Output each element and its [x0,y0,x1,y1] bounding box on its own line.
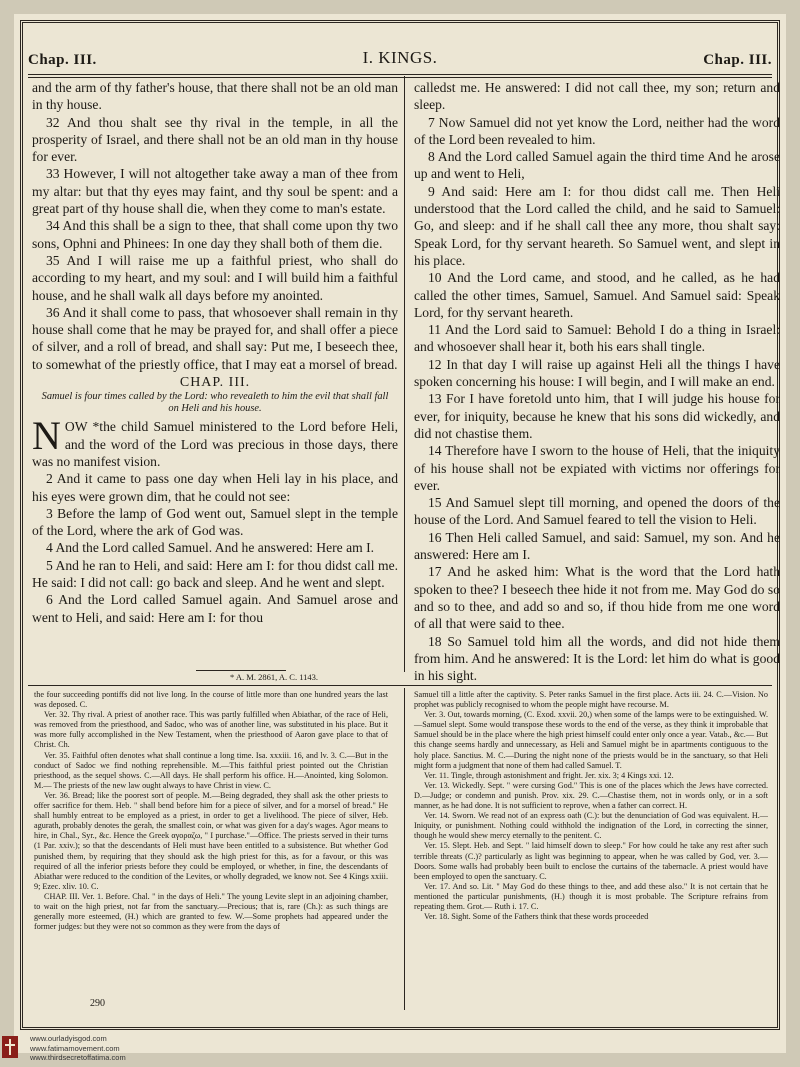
text-column-right [414,79,780,684]
verse: 8 And the Lord called Samuel again the third time And he arose up and went to Heli, [414,149,780,182]
verse: 17 And he asked him: What is the word that the Lord hath spoken to thee? I beseech thee hide it not from me. May God do so and so to thee, and add so and so, if thou hide from me one word of all that were said to thee. [414,564,780,632]
verse: 5 And he ran to Heli, and said: Here am I: for thou didst call me. He said: I did not call: go back and sleep. And he went and slept. [32,557,398,591]
notes-divider [404,688,405,1010]
drop-cap: N [32,413,61,459]
verse: 18 So Samuel told him all the words, and did not hide them from him. And he answered: It is the Lord: let him do what is good in his sight. [414,633,780,684]
note: Samuel till a little after the captivity. S. Peter ranks Samuel in the first place. Acts iii. 24. C.—Vision. No prophet was publicly recognised to whom the people might have recourse. M. [414,690,768,710]
verse: 34 And this shall be a sign to thee, that shall come upon thy two sons, Ophni and Phinees: In one day they shall both of them die. [32,218,398,251]
header-left: Chap. III. [28,52,97,68]
note: Ver. 13. Wickedly. Sept. " were cursing God." This is one of the places which the Jews have corrected. D.—Judge; or condemn and punish. Prov. xix. 29. C.—Chastise them, not in words only, or in a soft manner, as he had done. It is not sufficient to reprove, when a father can correct. H. [414,780,768,811]
text-column-left [32,79,398,669]
watermark-link[interactable]: www.fatimamovement.com [30,1043,120,1053]
verse: and the arm of thy father's house, that there shall not be an old man in thy house. [32,80,398,113]
verse: 15 And Samuel slept till morning, and opened the doors of the house of the Lord. And Samuel feared to tell the vision to Heli. [414,495,780,528]
watermark-link[interactable]: www.ourladyisgod.com [30,1034,107,1043]
verse: 35 And I will raise me up a faithful priest, who shall do according to my heart, and my soul: and I will build him a faithful house, and he shall walk all days before my anointed. [32,252,398,303]
verse-first [32,413,398,470]
verse: 32 And thou shalt see thy rival in the temple, in all the prosperity of Israel, and there shall not be an old man in thy house for ever. [32,114,398,165]
note: Ver. 18. Sight. Some of the Fathers think that these words proceeded [424,912,649,922]
header-center: I. KINGS. [362,48,438,67]
verse: calledst me. He answered: I did not call thee, my son; return and sleep. [414,80,780,113]
verse: 6 And the Lord called Samuel again. And Samuel arose and went to Heli, and said: Here am I: for thou [32,592,398,625]
verse: 3 Before the lamp of God went out, Samuel slept in the temple of the Lord, where the ark of God was. [32,505,398,539]
note: Ver. 15. Slept. Heb. and Sept. " laid himself down to sleep." For how could he take any rest after such terrible threats (C.)? particularly as light was beginning to appear, when he was called by God, ver. 3.—Doors. Some walls had probably been built to enclose the curtains of the tabernacle. A priest would have been employed to open the sanctuary. C. [414,841,768,881]
note: Ver. 11. Tingle, through astonishment and fright. Jer. xix. 3; 4 Kings xxi. 12. [424,770,674,780]
verse: 4 And the Lord called Samuel. And he answered: Here am I. [46,540,375,556]
verse: 36 And it shall come to pass, that whosoever shall remain in thy house shall come that he may be prayed for, and shall offer a piece of silver, and a roll of bread, and shall say: Put me, I beseech thee, to somewhat of the priestly office, that I may eat a morsel of bread. [32,304,398,372]
header-rule [28,74,772,75]
column-divider [404,76,405,672]
verse: 12 In that day I will raise up against Heli all the things I have spoken concerning his house: I will begin, and I will make an end. [414,356,780,390]
note: Ver. 35. Faithful often denotes what shall continue a long time. Isa. xxxiii. 16, and lv. 3. C.—But in the conduct of Sadoc we find nothing reprehensible. M.—This faithful priest pointed out the Christian priesthood, as the sequel shows. C.—All days. He shall perform his office. H.—Anointed, king Solomon. M.— The priests of the new law ought always to have Christ in view. C. [34,750,388,790]
watermark [8,1034,126,1063]
note: Ver. 36. Bread; like the poorest sort of people. M.—Being degraded, they shall ask the other priests to offer sacrifice for them. Heb. " shall bend before him for a piece of silver, and for a morsel of bread." He shall humbly entreat to be employed as a priest, in order to get a livelihood. The piece of silver, Heb. agurath, probably denotes the gerah, the smallest coin, or what was given for a day's wages. Agor means to hire, in Chal., Syr., &c. Hence the Greek αγοραζω, " I purchase."—Office. The priests served in their turns (1 Par. xxiv.); so that the descendants of Heli must have been entitled to a subsistence. But whether God punished them, by requiring that they should ask the high priest for this, as for a favour, or this was required of all the inferior priests before they could be employed, or whether, in fine, the descendants of Abiathar were reduced to the condition of the Levites, or wholly degraded, we know not. See 4 Kings xxiii. 9; Ezec. xliv. 10. C. [34,790,388,891]
commentary-right [414,690,768,1008]
verse: 9 And said: Here am I: for thou didst call me. Then Heli understood that the Lord called the child, and he said to Samuel: Go, and sleep: and if he shall call thee any more, thou shalt say: Speak Lord, for thy servant heareth. So Samuel went, and slept in his place. [414,183,780,268]
verse-first-text: OW *the child Samuel ministered to the Lord before Heli, and the word of the Lord was precious in those days, there was no manifest vision. [32,419,398,469]
chapter-summary: Samuel is four times called by the Lord: who revealeth to him the evil that shall fall on Heli and his house. [41,391,389,415]
verse: 11 And the Lord said to Samuel: Behold I do a thing in Israel: and whosoever shall hear it, both his ears shall tingle. [414,322,780,355]
footnote-rule [196,670,286,671]
watermark-link[interactable]: www.thirdsecretoffatima.com [30,1053,126,1062]
verse: 14 Therefore have I sworn to the house of Heli, that the iniquity of his house shall not be expiated with victims nor offerings for ever. [414,443,780,493]
verse: 7 Now Samuel did not yet know the Lord, neither had the word of the Lord been revealed to him. [414,114,780,147]
running-header [28,26,772,76]
header-right: Chap. III. [703,52,772,68]
note: Ver. 32. Thy rival. A priest of another race. This was partly fulfilled when Abiathar, of the race of Heli, was removed from the priesthood, and Sadoc, who was of another line, was substituted in his place. But it was more fully accomplished in the New Testament, when the priesthood of Aaron gave place to that of Christ. Ch. [34,710,388,750]
note: Ver. 3. Out, towards morning, (C. Exod. xxvii. 20,) when some of the lamps were to be extinguished. W.—Samuel slept. Some would transpose these words to the end of the verse, as they think it improbable that Samuel should be in the place where the high priest himself could enter only once a year. Vatab., &c.— But this change seems hardly and unnecessary, as Heli and Samuel might be in apartments contiguous to the holy place. Sanctius. M. C.—During the night none of the priests would be in the sanctuary, so that Heli might form a judgment that none of them had called Samuel. T. [414,710,768,770]
verse: 33 However, I will not altogether take away a man of thee from my altar: but that thy eyes may faint, and thy soul be spent: and a great part of thy house shall die, when they come to man's estate. [32,166,398,217]
verse: 13 For I have foretold unto him, that I will judge his house for ever, for iniquity, because he knew that his sons did wickedly, and did not chastise them. [414,391,780,441]
note: Ver. 17. And so. Lit. " May God do these things to thee, and add these also." It is not certain that he mentioned the particular punishments, (H.) though it is most probable. The Scripture refrains from repeating them. Grot.— Ruth i. 17. C. [414,881,768,911]
chapter-title: CHAP. III. [179,375,251,391]
note: the four succeeding pontiffs did not live long. In the course of little more than one hundred years the last was deposed. C. [34,690,388,710]
page-number: 290 [90,998,105,1009]
verse: 16 Then Heli called Samuel, and said: Samuel, my son. And he answered: Here am I. [414,529,780,563]
verse: 2 And it came to pass one day when Heli lay in his place, and his eyes were grown dim, that he could not see: [32,471,398,504]
commentary-left [34,690,388,1008]
note: CHAP. III. Ver. 1. Before. Chal. " in the days of Heli." The young Levite slept in an adjoining chamber, to wait on the high priest, not far from the sanctuary.—Precious; that is, rare (Ch.): as such things are generally more esteemed, (H.) which are granted to few. W.—Some prophets had appeared under the former judges: but they were not so common as they were from the days of [34,891,388,932]
footnote: * A. M. 2861, A. C. 1143. [230,672,319,682]
note: Ver. 14. Sworn. We read not of an express oath (C.): but the denunciation of God was equivalent. H.—Iniquity, or punishment. Nothing could withhold the indignation of the Lord, in correcting the sinner, though he would shew mercy eternally to the penitent. C. [414,811,768,841]
verse: 10 And the Lord came, and stood, and he called, as he had called the other times, Samuel, Samuel. And Samuel said: Speak Lord, for thy servant heareth. [414,270,780,320]
header-rule-2 [28,77,772,78]
notes-rule [28,685,772,686]
